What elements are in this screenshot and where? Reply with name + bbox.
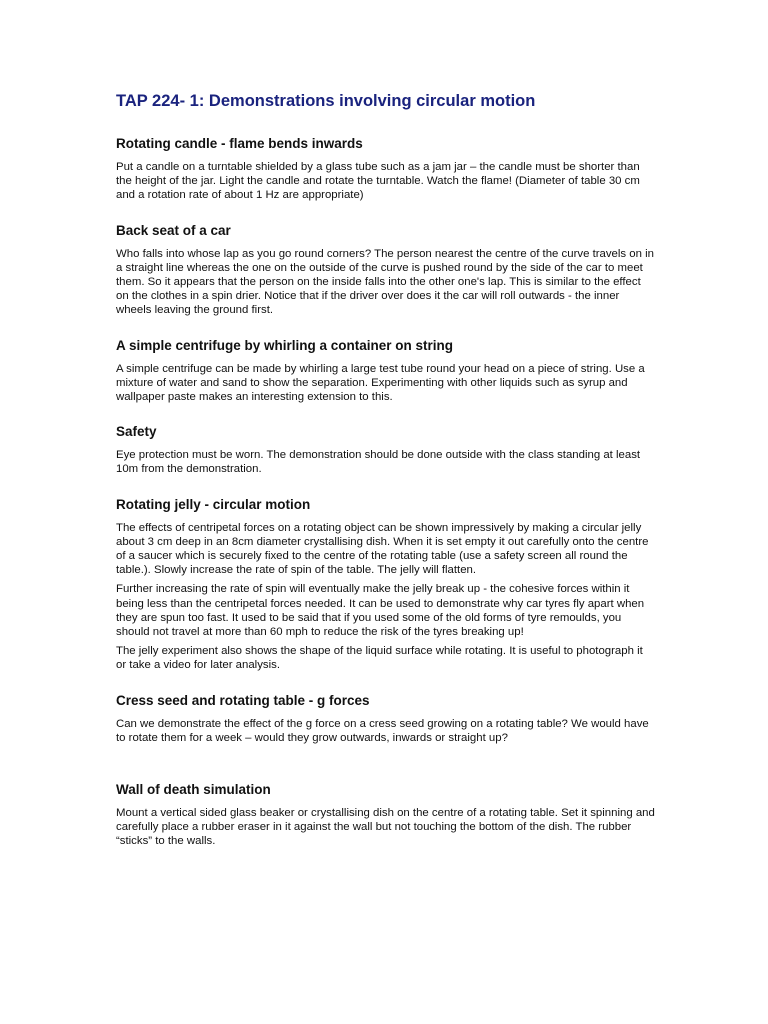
section-paragraph: Further increasing the rate of spin will eventually make the jelly break up - the cohesive forces within it being less than the centripetal forces needed. It can be used to demonstrate why car tyres fly apart when they are spun too fast. It used to be said that if you used some of the old forms of tyre remoulds, you should not travel at more than 60 mph to reduce the risk of the tyres breaking up! (116, 583, 645, 639)
section-safety (116, 423, 656, 476)
section-paragraph: Mount a vertical sided glass beaker or crystallising dish on the centre of a rotating table. Set it spinning and carefully place a rubber eraser in it against the wall but not touching the bottom of the dish. The rubber “sticks” to the walls. (116, 807, 655, 848)
section-paragraph: Eye protection must be worn. The demonstration should be done outside with the class standing at least 10m from the demonstration. (116, 449, 641, 476)
section-paragraph: Can we demonstrate the effect of the g force on a cress seed growing on a rotating table? We would have to rotate them for a week – would they grow outwards, inwards or straight up? (116, 717, 649, 744)
section-rotating-candle (116, 135, 656, 203)
document-page (116, 90, 656, 868)
section-paragraph: The effects of centripetal forces on a rotating object can be shown impressively by making a circular jelly about 3 cm deep in an 8cm diameter crystallising dish. When it is set empty it out carefully onto the centre of a saucer which is securely fixed to the centre of the rotating table (use a safety screen all round the table.). Slowly increase the rate of spin of the table. The jelly will flatten. (116, 521, 649, 577)
section-heading: Safety (116, 424, 157, 440)
document-title: TAP 224- 1: Demonstrations involving circular motion (116, 92, 536, 110)
section-heading: Back seat of a car (116, 222, 231, 238)
section-wall-of-death (116, 781, 656, 849)
section-paragraph: A simple centrifuge can be made by whirling a large test tube round your head on a piece of string. Use a mixture of water and sand to show the separation. Experimenting with other liquids such as syrup and wallpaper paste makes an interesting extension to this. (116, 362, 645, 404)
section-paragraph: The jelly experiment also shows the shape of the liquid surface while rotating. It is useful to photograph it or take a video for later analysis. (116, 645, 643, 672)
section-paragraph: Put a candle on a turntable shielded by a glass tube such as a jam jar – the candle must be shorter than the height of the jar. Light the candle and rotate the turntable. Watch the flame! (Diameter of table 30 cm and a rotation rate of about 1 Hz are appropriate) (116, 161, 640, 202)
section-heading: A simple centrifuge by whirling a container on string (116, 337, 454, 353)
section-heading: Cress seed and rotating table - g forces (116, 692, 370, 708)
section-back-seat-of-a-car (116, 222, 656, 318)
section-heading: Wall of death simulation (116, 782, 271, 798)
section-heading: Rotating jelly - circular motion (116, 496, 311, 512)
section-simple-centrifuge (116, 337, 656, 405)
section-paragraph: Who falls into whose lap as you go round corners? The person nearest the centre of the curve travels on in a straight line whereas the one on the outside of the curve is pushed round by the side of the car to meet them. So it appears that the person on the inside falls into the other one's lap. This is similar to the effect on the clothes in a spin drier. Notice that if the driver over does it the car will roll outwards - the inner wheels leaving the ground first. (116, 247, 654, 317)
section-rotating-jelly (116, 496, 656, 673)
section-cress-seed (116, 692, 656, 745)
section-heading: Rotating candle - flame bends inwards (116, 136, 363, 151)
